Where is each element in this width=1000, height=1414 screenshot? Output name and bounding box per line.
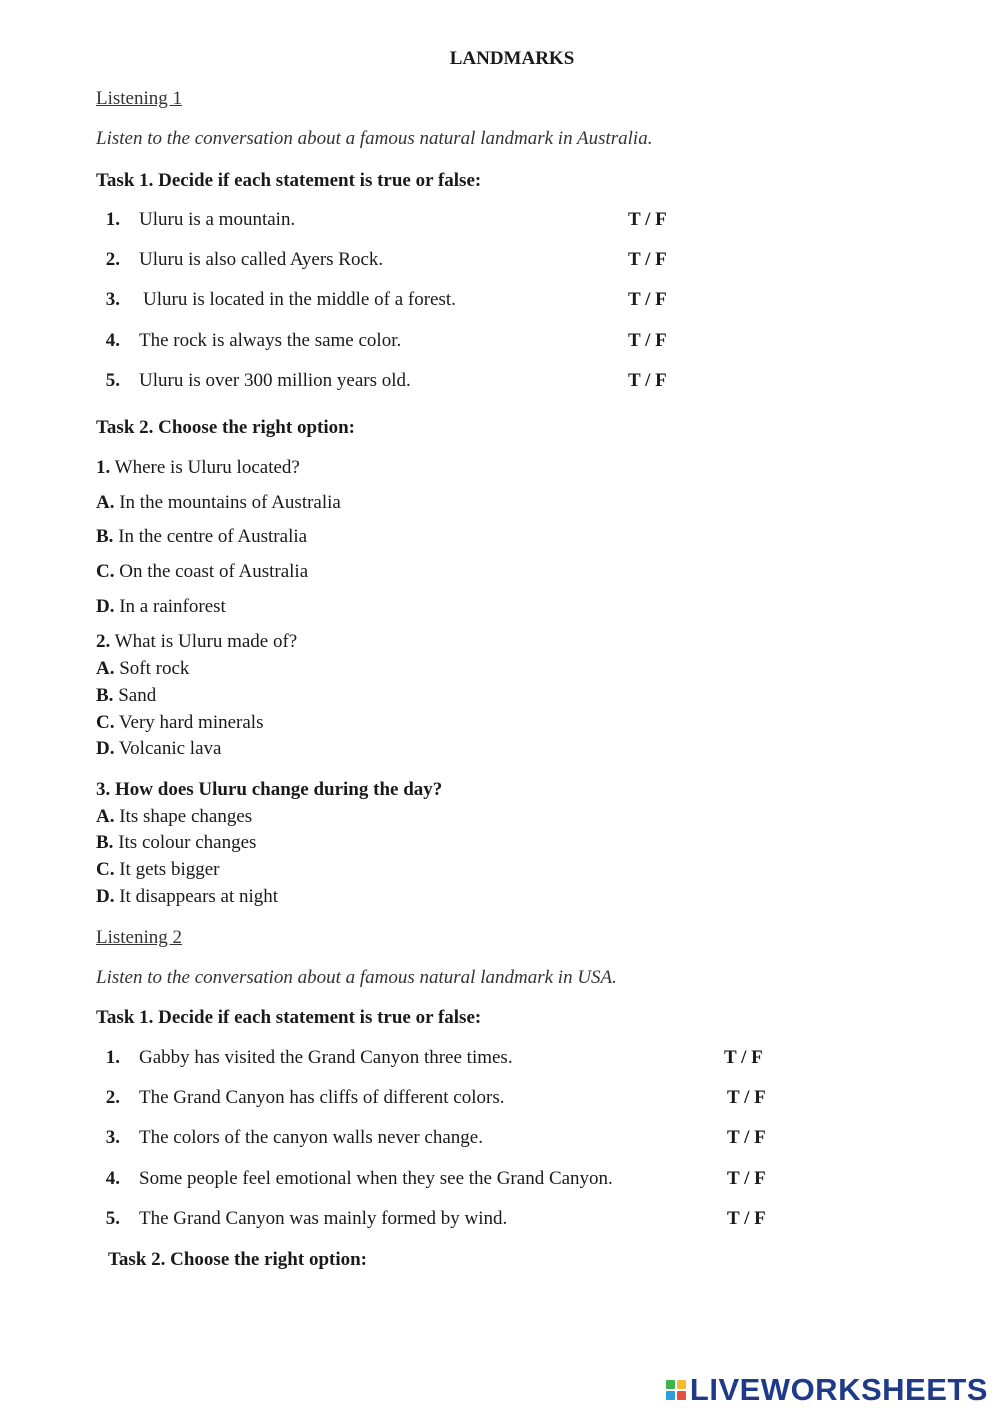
option-letter: D. (96, 886, 115, 907)
statement-text: The Grand Canyon has cliffs of different colors. (139, 1087, 505, 1108)
option[interactable] (96, 658, 189, 680)
option-letter: A. (96, 492, 115, 513)
true-false-choice[interactable]: T / F (628, 330, 667, 351)
logo-text: LIVEWORKSHEETS (689, 1372, 988, 1407)
statement-number: 2. (105, 1087, 120, 1108)
listening-2-intro: Listen to the conversation about a famous natural landmark in USA. (96, 967, 617, 988)
question-text: Where is Uluru located? (114, 457, 300, 478)
true-false-choice[interactable]: T / F (727, 1208, 766, 1229)
option-letter: B. (96, 526, 114, 547)
listening-2-heading: Listening 2 (96, 927, 183, 948)
statement-number: 4. (105, 330, 120, 351)
option-text: In the mountains of Australia (119, 492, 341, 513)
statement-number: 1. (105, 209, 120, 230)
statement-text: Gabby has visited the Grand Canyon three times. (139, 1047, 513, 1068)
statement-text: The rock is always the same color. (139, 330, 402, 351)
option-letter: D. (96, 596, 115, 617)
true-false-choice[interactable]: T / F (628, 289, 667, 310)
statement-number: 3. (105, 289, 120, 310)
statement-number: 2. (105, 249, 120, 270)
statement-number: 5. (105, 370, 120, 391)
statement-text: Uluru is also called Ayers Rock. (139, 249, 384, 270)
question-number: 2. (96, 631, 111, 652)
option-letter: B. (96, 832, 114, 853)
option-letter: C. (96, 859, 115, 880)
option-text: Sand (118, 685, 157, 706)
liveworksheets-logo (666, 1372, 988, 1408)
option-text: In the centre of Australia (118, 526, 308, 547)
true-false-choice[interactable]: T / F (727, 1168, 766, 1189)
option-text: Volcanic lava (118, 738, 222, 759)
option-text: In a rainforest (119, 596, 226, 617)
question-2 (96, 631, 297, 653)
option[interactable] (96, 712, 263, 734)
option[interactable] (96, 526, 307, 548)
option-text: It disappears at night (119, 886, 279, 907)
question-3 (96, 779, 442, 801)
true-false-choice[interactable]: T / F (628, 209, 667, 230)
listening-2-task-2-heading: Task 2. Choose the right option: (108, 1249, 368, 1270)
option-letter: C. (96, 561, 115, 582)
option[interactable] (96, 832, 256, 854)
option-text: It gets bigger (119, 859, 220, 880)
statement-text: Uluru is located in the middle of a forest. (143, 289, 456, 310)
option-letter: C. (96, 712, 115, 733)
true-false-choice[interactable]: T / F (628, 249, 667, 270)
true-false-choice[interactable]: T / F (628, 370, 667, 391)
option[interactable] (96, 886, 278, 908)
true-false-choice[interactable]: T / F (727, 1087, 766, 1108)
statement-text: The colors of the canyon walls never change. (139, 1127, 483, 1148)
option-letter: A. (96, 658, 115, 679)
statement-text: Uluru is over 300 million years old. (139, 370, 411, 391)
option-text: On the coast of Australia (119, 561, 309, 582)
option-text: Its colour changes (118, 832, 257, 853)
statement-number: 3. (105, 1127, 120, 1148)
question-text: How does Uluru change during the day? (115, 779, 443, 800)
listening-1-task-1-heading: Task 1. Decide if each statement is true or false: (96, 170, 482, 191)
statement-number: 1. (105, 1047, 120, 1068)
true-false-choice[interactable]: T / F (727, 1127, 766, 1148)
option-text: Very hard minerals (118, 712, 264, 733)
true-false-choice[interactable]: T / F (724, 1047, 763, 1068)
logo-mark-icon (666, 1380, 686, 1400)
option[interactable] (96, 685, 156, 707)
question-number: 3. (96, 779, 111, 800)
listening-2-task-1-heading: Task 1. Decide if each statement is true or false: (96, 1007, 482, 1028)
option-text: Soft rock (119, 658, 190, 679)
option-letter: D. (96, 738, 115, 759)
option[interactable] (96, 561, 308, 583)
option[interactable] (96, 859, 220, 881)
listening-1-task-2-heading: Task 2. Choose the right option: (96, 417, 356, 438)
statement-text: The Grand Canyon was mainly formed by wind. (139, 1208, 508, 1229)
listening-1-intro: Listen to the conversation about a famous natural landmark in Australia. (96, 128, 653, 149)
option[interactable] (96, 492, 341, 514)
statement-number: 4. (105, 1168, 120, 1189)
page-title: LANDMARKS (449, 48, 575, 69)
option[interactable] (96, 596, 226, 618)
option-text: Its shape changes (119, 806, 253, 827)
question-1 (96, 457, 300, 479)
option[interactable] (96, 806, 252, 828)
option-letter: A. (96, 806, 115, 827)
question-number: 1. (96, 457, 111, 478)
statement-text: Uluru is a mountain. (139, 209, 296, 230)
option-letter: B. (96, 685, 114, 706)
listening-1-heading: Listening 1 (96, 88, 183, 109)
statement-number: 5. (105, 1208, 120, 1229)
statement-text: Some people feel emotional when they see the Grand Canyon. (139, 1168, 613, 1189)
question-text: What is Uluru made of? (114, 631, 298, 652)
option[interactable] (96, 738, 221, 760)
